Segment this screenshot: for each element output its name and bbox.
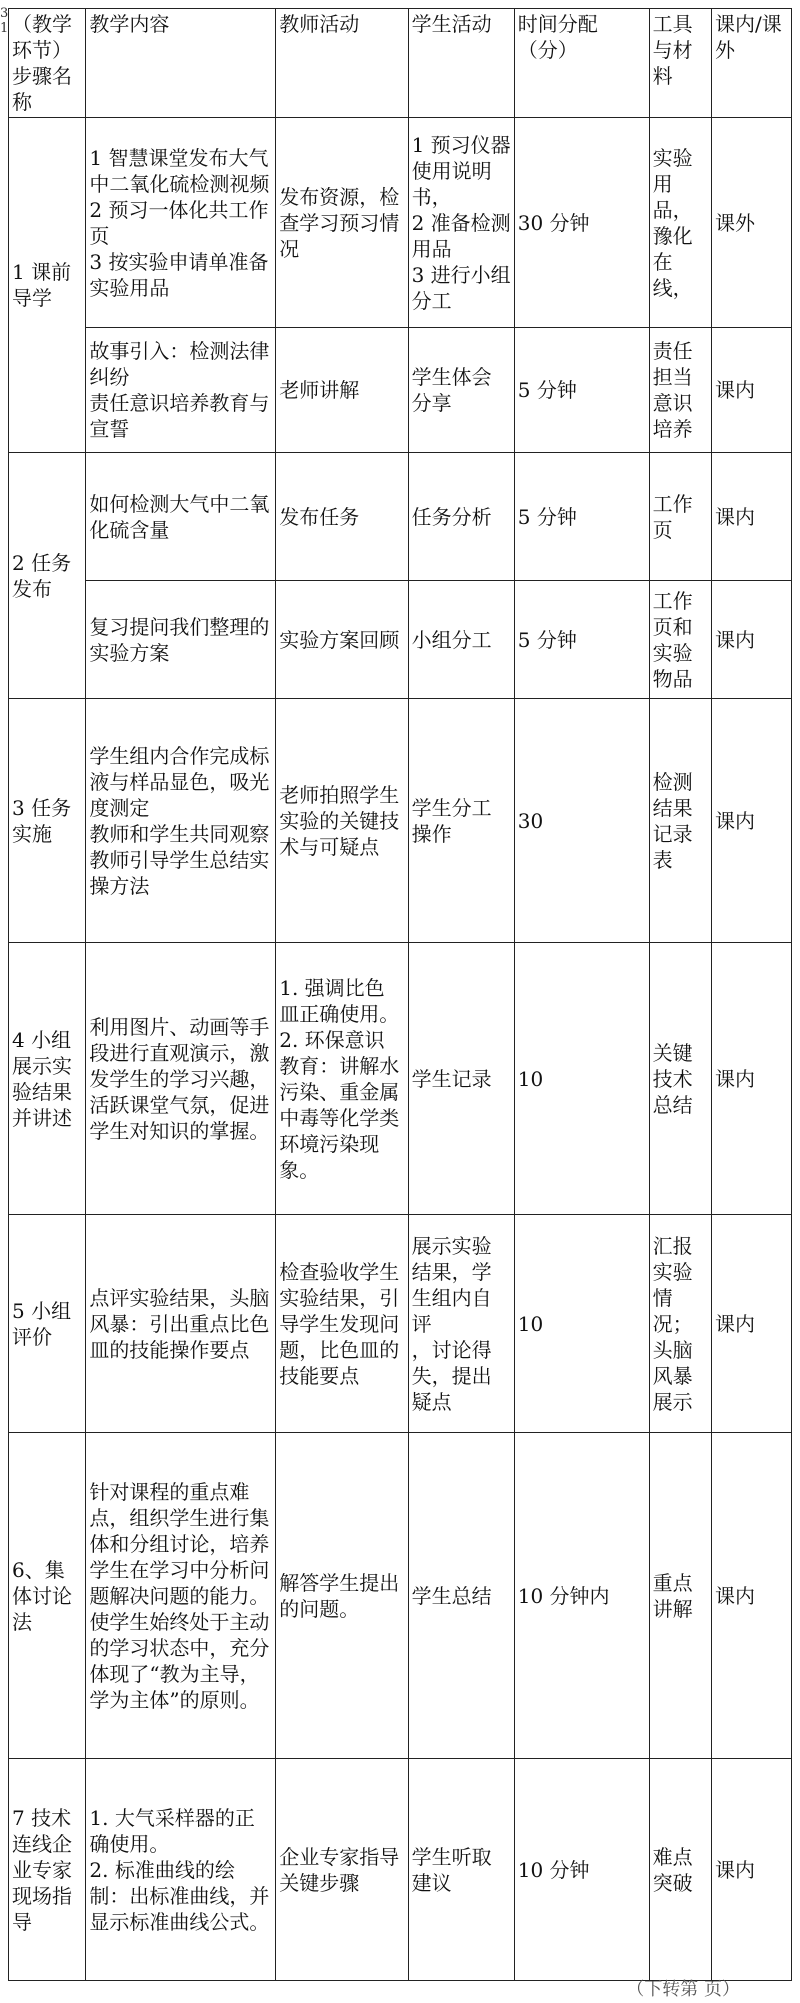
header-teacher: 教师活动 [276, 9, 408, 118]
cell-place: 课内 [712, 1759, 792, 1981]
cell-tools: 工作页 [649, 453, 711, 581]
cell-tools: 汇报实验情况；头脑风暴展示 [649, 1215, 711, 1433]
header-place: 课内/课外 [712, 9, 792, 118]
cell-content: 如何检测大气中二氧化硫含量 [86, 453, 276, 581]
cell-time: 10 分钟 [514, 1759, 649, 1981]
header-step: （教学环节）步骤名称 [9, 9, 86, 118]
cell-step: 1 课前导学 [9, 118, 86, 453]
table-row [9, 328, 792, 453]
cell-student: 1 预习仪器使用说明书， 2 准备检测用品 3 进行小组分工 [408, 118, 514, 328]
cell-content: 学生组内合作完成标液与样品显色，吸光度测定 教师和学生共同观察 教师引导学生总结实操方法 [86, 699, 276, 943]
cell-tools: 关键技术总结 [649, 943, 711, 1215]
cell-time: 10 [514, 943, 649, 1215]
cell-time: 5 分钟 [514, 453, 649, 581]
cell-teacher: 实验方案回顾 [276, 581, 408, 699]
cell-tools: 实验用品，豫化在线， [649, 118, 711, 328]
cell-place: 课内 [712, 1433, 792, 1759]
cell-place: 课内 [712, 328, 792, 453]
margin-note: 3 1 [0, 6, 9, 36]
cell-student: 学生体会分享 [408, 328, 514, 453]
cell-teacher: 老师拍照学生实验的关键技术与可疑点 [276, 699, 408, 943]
cell-content: 复习提问我们整理的实验方案 [86, 581, 276, 699]
cell-student: 学生记录 [408, 943, 514, 1215]
cell-time: 5 分钟 [514, 581, 649, 699]
cell-time: 10 分钟内 [514, 1433, 649, 1759]
cell-tools: 检测结果记录表 [649, 699, 711, 943]
cell-step: 3 任务实施 [9, 699, 86, 943]
cell-teacher: 发布资源，检查学习预习情况 [276, 118, 408, 328]
cell-student: 展示实验结果，学生组内自评 ，讨论得失，提出疑点 [408, 1215, 514, 1433]
cell-student: 任务分析 [408, 453, 514, 581]
cell-place: 课内 [712, 581, 792, 699]
cell-content: 1 智慧课堂发布大气中二氧化硫检测视频 2 预习一体化共工作页 3 按实验申请单准备实验用品 [86, 118, 276, 328]
cell-time: 30 分钟 [514, 118, 649, 328]
cell-student: 学生总结 [408, 1433, 514, 1759]
table-row [9, 943, 792, 1215]
header-student: 学生活动 [408, 9, 514, 118]
cell-teacher: 老师讲解 [276, 328, 408, 453]
cell-teacher: 企业专家指导关键步骤 [276, 1759, 408, 1981]
cell-tools: 责任担当意识培养 [649, 328, 711, 453]
cell-tools: 重点讲解 [649, 1433, 711, 1759]
header-tools: 工具与材料 [649, 9, 711, 118]
cell-time: 5 分钟 [514, 328, 649, 453]
cell-place: 课内 [712, 943, 792, 1215]
header-content: 教学内容 [86, 9, 276, 118]
cell-step: 5 小组评价 [9, 1215, 86, 1433]
cell-tools: 工作页和实验物品 [649, 581, 711, 699]
lesson-plan-table [8, 8, 792, 1981]
cell-teacher: 发布任务 [276, 453, 408, 581]
table-row [9, 118, 792, 328]
table-row [9, 1433, 792, 1759]
cell-content: 针对课程的重点难点，组织学生进行集体和分组讨论，培养学生在学习中分析问题解决问题的能力。使学生始终处于主动的学习状态中，充分体现了“教为主导，学为主体”的原则。 [86, 1433, 276, 1759]
cell-student: 小组分工 [408, 581, 514, 699]
cell-place: 课内 [712, 699, 792, 943]
cell-place: 课外 [712, 118, 792, 328]
table-row [9, 1215, 792, 1433]
cell-step: 4 小组展示实验结果并讲述 [9, 943, 86, 1215]
cell-time: 30 [514, 699, 649, 943]
cell-student: 学生听取建议 [408, 1759, 514, 1981]
cell-time: 10 [514, 1215, 649, 1433]
cell-tools: 难点突破 [649, 1759, 711, 1981]
cell-content: 点评实验结果，头脑风暴：引出重点比色皿的技能操作要点 [86, 1215, 276, 1433]
cell-place: 课内 [712, 453, 792, 581]
cell-step: 2 任务发布 [9, 453, 86, 699]
cell-teacher: 检查验收学生实验结果，引导学生发现问题，比色皿的技能要点 [276, 1215, 408, 1433]
header-row [9, 9, 792, 118]
cell-step: 6、集体讨论法 [9, 1433, 86, 1759]
table-row [9, 1759, 792, 1981]
cell-step: 7 技术连线企业专家现场指导 [9, 1759, 86, 1981]
table-row [9, 453, 792, 581]
cell-teacher: 1. 强调比色皿正确使用。 2. 环保意识教育：讲解水污染、重金属中毒等化学类环境污染现象。 [276, 943, 408, 1215]
cell-teacher: 解答学生提出的问题。 [276, 1433, 408, 1759]
cell-content: 故事引入：检测法律纠纷 责任意识培养教育与宣誓 [86, 328, 276, 453]
cell-content: 利用图片、动画等手段进行直观演示，激发学生的学习兴趣，活跃课堂气氛，促进学生对知识的掌握。 [86, 943, 276, 1215]
cell-content: 1. 大气采样器的正确使用。 2. 标准曲线的绘制：出标准曲线，并显示标准曲线公式。 [86, 1759, 276, 1981]
cell-student: 学生分工操作 [408, 699, 514, 943]
table-row [9, 699, 792, 943]
cell-place: 课内 [712, 1215, 792, 1433]
table-row [9, 581, 792, 699]
page-footer-note: （下转第 页） [626, 1979, 740, 2000]
header-time: 时间分配（分） [514, 9, 649, 118]
